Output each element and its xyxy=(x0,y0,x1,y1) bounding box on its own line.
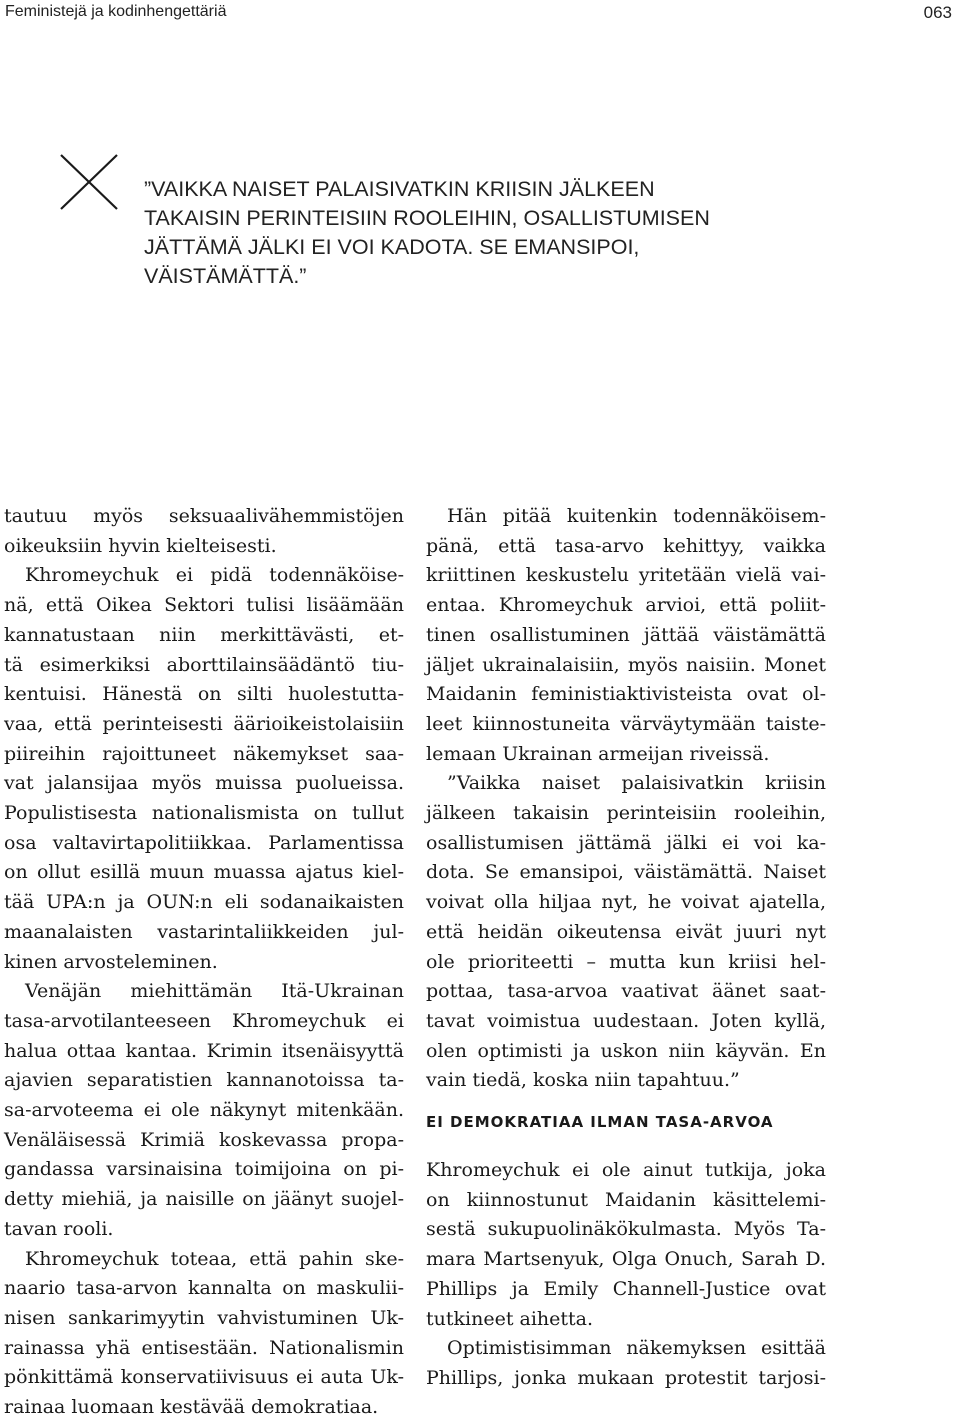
body-line: osa valtavirtapolitiikkaa. Parlamentissa xyxy=(4,831,404,854)
body-line: on kiinnostunut Maidanin käsittelemi- xyxy=(426,1188,826,1211)
body-line: pönkittämä konservatiivisuus ei auta Uk- xyxy=(4,1366,404,1389)
body-line: ajavien separatistien kannanotoissa ta- xyxy=(4,1069,404,1092)
body-line: tinen osallistuminen jättää väistämättä xyxy=(426,623,826,646)
body-line: maanalaisten vastarintaliikkeiden jul- xyxy=(4,920,404,943)
body-line: ”Vaikka naiset palaisivatkin kriisin xyxy=(447,772,826,795)
body-line: että heidän oikeutensa eivät juuri nyt xyxy=(426,920,826,943)
body-line: rainassa yhä entisestään. Nationalismin xyxy=(4,1336,404,1359)
body-line: detty miehiä, ja naisille on jäänyt suojel- xyxy=(4,1188,404,1211)
body-line: piireihin rajoittuneet näkemykset saa- xyxy=(4,742,404,765)
body-line: Khromeychuk toteaa, että pahin ske- xyxy=(25,1247,404,1270)
body-line: dota. Se emansipoi, väistämättä. Naiset xyxy=(426,861,826,884)
body-line: jäljet ukrainalaisiin, myös naisiin. Monet xyxy=(426,653,826,676)
body-line: Phillips, jonka mukaan protestit tarjosi- xyxy=(426,1366,826,1389)
section-heading: EI DEMOKRATIAA ILMAN TASA-ARVOA xyxy=(426,1113,774,1132)
body-line: entaa. Khromeychuk arvioi, että poliit- xyxy=(426,594,826,617)
body-line: Optimistisimman näkemyksen esittää xyxy=(447,1337,826,1360)
body-line: pottaa, tasa-arvoa vaativat äänet saat- xyxy=(426,980,826,1003)
body-line: nisen sankarimyytin vahvistuminen Uk- xyxy=(4,1306,404,1329)
body-line: leet kiinnostuneita värväytymään taiste- xyxy=(426,712,826,735)
body-line: kinen arvosteleminen. xyxy=(4,950,218,973)
body-line: Populistisesta nationalismista on tullut xyxy=(4,802,404,825)
body-line: ole prioriteetti – mutta kun kriisi hel- xyxy=(426,950,826,973)
body-line: gandassa varsinaisina toimijoina on pi- xyxy=(4,1158,404,1181)
body-line: tautuu myös seksuaalivähemmistöjen xyxy=(4,505,404,527)
body-line: oikeuksiin hyvin kielteisesti. xyxy=(4,534,277,557)
body-line: tasa-arvotilanteeseen Khromeychuk ei xyxy=(4,1009,404,1032)
pull-quote-line: JÄTTÄMÄ JÄLKI EI VOI KADOTA. SE EMANSIPOI, xyxy=(144,235,640,259)
body-line: rainaa luomaan kestävää demokratiaa. xyxy=(4,1396,379,1419)
body-line: Khromeychuk ei ole ainut tutkija, joka xyxy=(426,1159,826,1182)
body-line: tavan rooli. xyxy=(4,1217,114,1240)
body-line: halua ottaa kantaa. Krimin itsenäisyyttä xyxy=(4,1039,404,1062)
body-line: Venäjän miehittämän Itä-Ukrainan xyxy=(25,980,404,1003)
pull-quote xyxy=(144,175,710,291)
body-line: voivat olla hiljaa nyt, he voivat ajatella, xyxy=(426,891,826,914)
body-line: olen optimisti ja uskon niin käyvän. En xyxy=(426,1039,826,1062)
cross-icon xyxy=(60,154,118,210)
page-number: 063 xyxy=(923,3,952,22)
body-line: jälkeen takaisin perinteisiin rooleihin, xyxy=(426,802,826,825)
right-column xyxy=(426,502,826,1394)
pull-quote-line: TAKAISIN PERINTEISIIN ROOLEIHIN, OSALLISTUMISEN xyxy=(144,206,710,230)
left-column xyxy=(4,502,404,1423)
body-line: vat jalansijaa myös muissa puolueissa. xyxy=(4,772,404,795)
body-line: Venäläisessä Krimiä koskevassa propa- xyxy=(4,1128,404,1151)
body-line: pänä, että tasa-arvo kehittyy, vaikka xyxy=(426,534,826,557)
body-line: nä, että Oikea Sektori tulisi lisäämään xyxy=(4,594,404,617)
body-line: sestä sukupuolinäkökulmasta. Myös Ta- xyxy=(426,1218,826,1241)
body-line: tää UPA:n ja OUN:n eli sodanaikaisten xyxy=(4,891,404,914)
body-line: Phillips ja Emily Channell-Justice ovat xyxy=(426,1277,826,1300)
body-line: lemaan Ukrainan armeijan riveissä. xyxy=(426,742,770,765)
body-line: vaa, että perinteisesti äärioikeistolaisiin xyxy=(4,712,404,735)
body-line: kriittinen keskustelu yritetään vielä vai- xyxy=(426,564,826,587)
body-line: kentuisi. Hänestä on silti huolestutta- xyxy=(4,683,404,706)
body-line: sa-arvoteema ei ole näkynyt mitenkään. xyxy=(4,1099,404,1122)
body-line: Maidanin feministiaktivisteista ovat ol- xyxy=(426,683,826,706)
body-line: Hän pitää kuitenkin todennäköisem- xyxy=(447,505,826,527)
body-line: osallistumisen jättämä jälki ei voi ka- xyxy=(426,831,826,854)
body-line: tä esimerkiksi aborttilainsäädäntö tiu- xyxy=(4,653,404,676)
body-line: naario tasa-arvon kannalta on maskulii- xyxy=(4,1277,404,1300)
running-title: Feministejä ja kodinhengettäriä xyxy=(5,3,227,20)
pull-quote-line: ”VAIKKA NAISET PALAISIVATKIN KRIISIN JÄLKEEN xyxy=(144,177,655,201)
body-line: tutkineet aihetta. xyxy=(426,1307,594,1330)
body-line: on ollut esillä muun muassa ajatus kiel- xyxy=(4,861,404,884)
body-line: kannatustaan niin merkittävästi, et- xyxy=(4,623,404,646)
body-line: Khromeychuk ei pidä todennäköise- xyxy=(25,564,404,587)
body-line: tavat voimistua uudestaan. Joten kyllä, xyxy=(426,1009,826,1032)
pull-quote-line: VÄISTÄMÄTTÄ.” xyxy=(144,264,307,288)
body-line: mara Martsenyuk, Olga Onuch, Sarah D. xyxy=(426,1248,826,1271)
body-line: vain tiedä, koska niin tapahtuu.” xyxy=(426,1069,740,1092)
